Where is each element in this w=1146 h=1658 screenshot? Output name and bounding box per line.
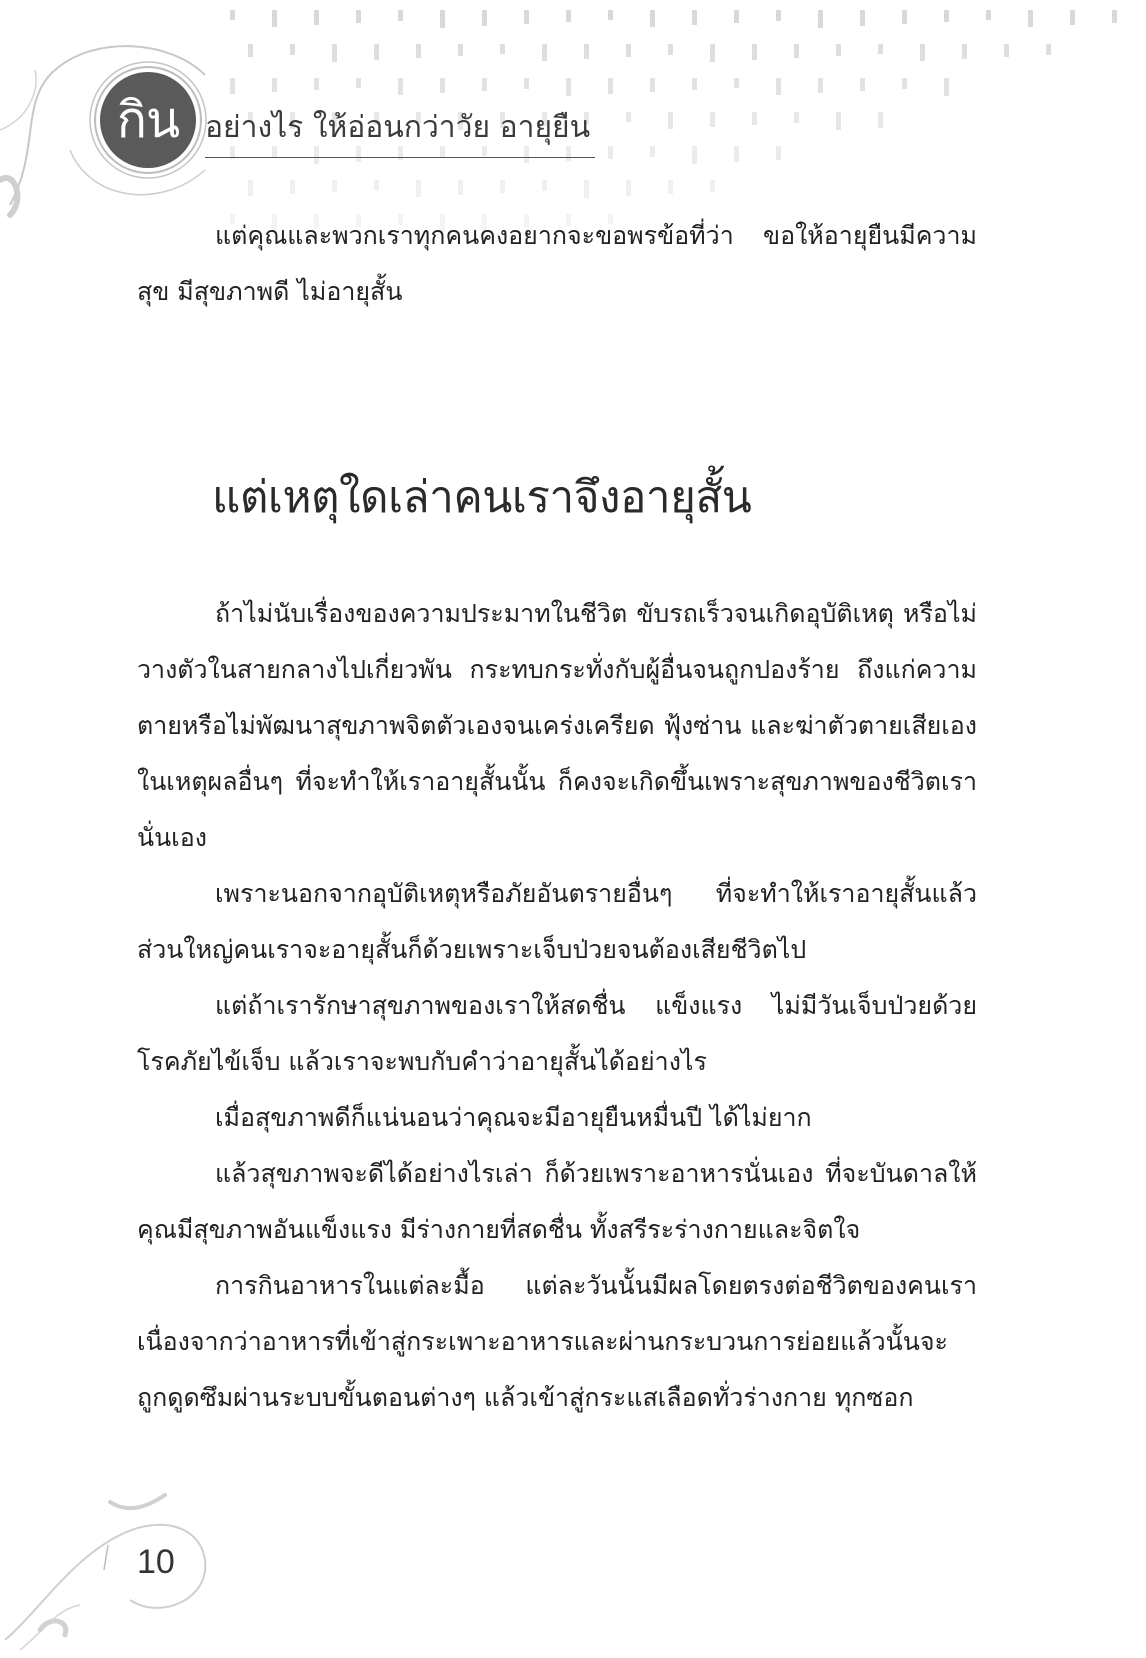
decorative-dash (734, 10, 739, 23)
decorative-dash (692, 10, 697, 25)
decorative-dash (818, 10, 823, 28)
decorative-dash (860, 78, 865, 91)
decorative-dash (584, 180, 589, 198)
decorative-dash (1028, 10, 1033, 27)
section-heading: แต่เหตุใดเล่าคนเราจึงอายุสั้น (212, 472, 752, 523)
decorative-dash (416, 180, 421, 197)
decorative-dash (710, 180, 715, 192)
decorative-dash (458, 44, 463, 56)
decorative-dash (608, 10, 613, 20)
decorative-dash (776, 10, 781, 21)
decorative-dash (986, 10, 991, 20)
decorative-dash (584, 44, 589, 59)
paragraph: แต่ถ้าเรารักษาสุขภาพของเราให้สดชื่น แข็งแรง ไม่มีวันเจ็บป่วยด้วยโรคภัยไข้เจ็บ แล้วเราจะพบกับคำว่าอายุสั้นได้อย่างไร (137, 991, 977, 1076)
paragraph: ถ้าไม่นับเรื่องของความประมาทในชีวิต ขับรถเร็วจนเกิดอุบัติเหตุ หรือไม่วางตัวในสายกลางไปเกี่ยวพัน กระทบกระทั่งกับผู้อื่นจนถูกปองร้าย ถึงแก่ความตายหรือไม่พัฒนาสุขภาพจิตตัวเองจนเคร่งเครียด ฟุ้งซ่าน และฆ่าตัวตายเสียเอง ในเหตุผลอื่นๆ ที่จะทำให้เราอายุสั้นนั้น ก็คงจะเกิดขึ้นเพราะสุขภาพของชีวิตเรานั่นเอง (137, 599, 977, 852)
decorative-dash (626, 44, 631, 57)
decorative-dash (398, 78, 403, 95)
decorative-dash (902, 10, 907, 24)
decorative-dash (608, 78, 613, 94)
decorative-dash (668, 180, 673, 194)
decorative-dash (920, 44, 925, 61)
decorative-dash (626, 112, 631, 122)
decorative-dash (542, 44, 547, 61)
decorative-dash (794, 112, 799, 123)
decorative-dash (650, 78, 655, 92)
paragraph: แล้วสุขภาพจะดีได้อย่างไรเล่า ก็ด้วยเพราะอาหารนั่นเอง ที่จะบันดาลให้คุณมีสุขภาพอันแข็งแรง มีร่างกายที่สดชื่น ทั้งสรีระร่างกายและจิตใจ (137, 1159, 977, 1244)
decorative-dash (482, 78, 487, 91)
decorative-dash (608, 146, 613, 159)
paragraph: เมื่อสุขภาพดีก็แน่นอนว่าคุณจะมีอายุยืนหมื่นปี ได้ไม่ยาก (215, 1103, 812, 1132)
decorative-dash (776, 78, 781, 95)
decorative-dash (290, 44, 295, 55)
decorative-dash (332, 44, 337, 62)
paragraph: เพราะนอกจากอุบัติเหตุหรือภัยอันตรายอื่นๆ ที่จะทำให้เราอายุสั้นแล้ว ส่วนใหญ่คนเราจะอายุสั้นก็ด้วยเพราะเจ็บป่วยจนต้องเสียชีวิตไป (137, 879, 977, 964)
decorative-dash (314, 10, 319, 25)
decorative-dash (542, 180, 547, 191)
decorative-dash (734, 78, 739, 88)
decorative-dash (836, 112, 841, 130)
decorative-dash (1004, 44, 1009, 57)
decorative-dash (1046, 44, 1051, 55)
decorative-dash (692, 146, 697, 164)
decorative-dash (314, 78, 319, 90)
decorative-dash (836, 44, 841, 56)
decorative-dash (272, 10, 277, 27)
chapter-badge-label: กิน (116, 91, 180, 149)
decorative-dash (500, 180, 505, 193)
decorative-dash (356, 10, 361, 23)
intro-text (137, 208, 977, 320)
paragraph: การกินอาหารในแต่ละมื้อ แต่ละวันนั้นมีผลโดยตรงต่อชีวิตของคนเราเนื่องจากว่าอาหารที่เข้าสู่กระเพาะอาหารและผ่านกระบวนการย่อยแล้วนั้นจะถูกดูดซึมผ่านระบบขั้นตอนต่างๆ แล้วเข้าสู่กระแสเลือดทั่วร่างกาย ทุกซอก (137, 1271, 977, 1412)
decorative-dash (416, 44, 421, 58)
decorative-dash (692, 78, 697, 90)
decorative-dash (398, 10, 403, 21)
decorative-dash (524, 10, 529, 24)
decorative-dash (272, 78, 277, 92)
decorative-dash (944, 10, 949, 22)
running-header-title: อย่างไร ให้อ่อนกว่าวัย อายุยืน (205, 104, 595, 158)
decorative-dash (944, 78, 949, 96)
decorative-dash (458, 180, 463, 195)
decorative-dash (668, 44, 673, 55)
decorative-dash (734, 146, 739, 162)
decorative-dash (290, 180, 295, 194)
decorative-dash (524, 78, 529, 89)
decorative-swirl-bottom (0, 1490, 230, 1658)
decorative-dash (650, 10, 655, 27)
decorative-dash (794, 44, 799, 58)
decorative-dash (650, 146, 655, 157)
decorative-dash (668, 112, 673, 129)
decorative-dash (374, 180, 379, 190)
decorative-dash (500, 44, 505, 54)
decorative-dash (902, 78, 907, 89)
decorative-dash (626, 180, 631, 196)
decorative-dash (878, 112, 883, 128)
decorative-dash (440, 78, 445, 93)
paragraph: แต่คุณและพวกเราทุกคนคงอยากจะขอพรข้อที่ว่า ขอให้อายุยืนมีความสุข มีสุขภาพดี ไม่อายุสั้น (137, 221, 977, 306)
decorative-dash (752, 112, 757, 125)
decorative-dash (482, 10, 487, 26)
decorative-dash (566, 10, 571, 22)
decorative-dash (962, 44, 967, 59)
decorative-dash (860, 10, 865, 26)
decorative-dash (1070, 10, 1075, 25)
chapter-badge (100, 72, 196, 168)
decorative-dash (752, 44, 757, 60)
decorative-dash (566, 78, 571, 96)
decorative-dash (776, 146, 781, 160)
decorative-dash (818, 78, 823, 93)
decorative-dash (710, 44, 715, 62)
decorative-dash (332, 180, 337, 192)
decorative-dash (356, 78, 361, 88)
body-text (137, 586, 977, 1426)
decorative-dash (374, 44, 379, 60)
decorative-dash (878, 44, 883, 54)
decorative-dash (440, 10, 445, 28)
decorative-dash (710, 112, 715, 127)
page-number: 10 (137, 1543, 175, 1581)
decorative-dash (1112, 10, 1117, 23)
